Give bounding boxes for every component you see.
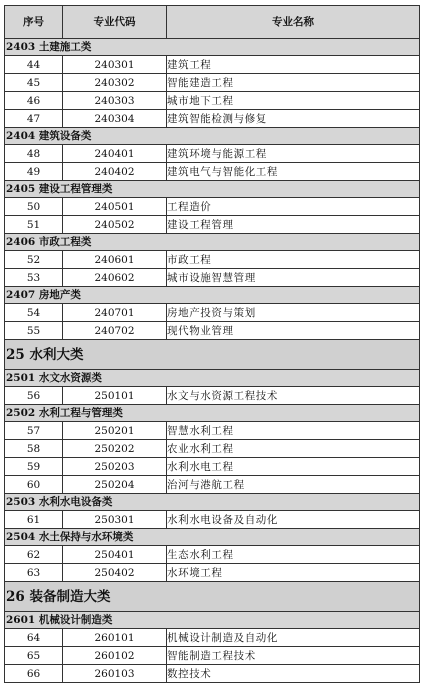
seq-cell: 56 bbox=[5, 387, 63, 405]
seq-cell: 54 bbox=[5, 304, 63, 322]
seq-cell: 45 bbox=[5, 74, 63, 92]
category-label: 2403 土建施工类 bbox=[5, 39, 420, 56]
code-cell: 260103 bbox=[63, 665, 167, 683]
seq-cell: 51 bbox=[5, 216, 63, 234]
code-cell: 240302 bbox=[63, 74, 167, 92]
name-cell: 治河与港航工程 bbox=[167, 476, 420, 494]
name-cell: 房地产投资与策划 bbox=[167, 304, 420, 322]
code-cell: 240402 bbox=[63, 163, 167, 181]
code-cell: 240401 bbox=[63, 145, 167, 163]
header-name: 专业名称 bbox=[167, 6, 420, 39]
major-class-label: 26 装备制造大类 bbox=[5, 582, 420, 612]
name-cell: 建设工程管理 bbox=[167, 216, 420, 234]
table-row bbox=[5, 511, 420, 529]
header-code: 专业代码 bbox=[63, 6, 167, 39]
name-cell: 智能建造工程 bbox=[167, 74, 420, 92]
code-cell: 250202 bbox=[63, 440, 167, 458]
name-cell: 现代物业管理 bbox=[167, 322, 420, 340]
category-row bbox=[5, 287, 420, 304]
table-row bbox=[5, 304, 420, 322]
seq-cell: 62 bbox=[5, 546, 63, 564]
code-cell: 240502 bbox=[63, 216, 167, 234]
name-cell: 建筑环境与能源工程 bbox=[167, 145, 420, 163]
table-row bbox=[5, 56, 420, 74]
category-row bbox=[5, 370, 420, 387]
category-label: 2405 建设工程管理类 bbox=[5, 181, 420, 198]
table-row bbox=[5, 92, 420, 110]
header-seq: 序号 bbox=[5, 6, 63, 39]
table-row bbox=[5, 629, 420, 647]
category-row bbox=[5, 529, 420, 546]
name-cell: 建筑电气与智能化工程 bbox=[167, 163, 420, 181]
table-row bbox=[5, 145, 420, 163]
table-row bbox=[5, 322, 420, 340]
code-cell: 240303 bbox=[63, 92, 167, 110]
table-row bbox=[5, 198, 420, 216]
table-row bbox=[5, 564, 420, 582]
category-label: 2502 水利工程与管理类 bbox=[5, 405, 420, 422]
name-cell: 工程造价 bbox=[167, 198, 420, 216]
seq-cell: 59 bbox=[5, 458, 63, 476]
name-cell: 生态水利工程 bbox=[167, 546, 420, 564]
code-cell: 240701 bbox=[63, 304, 167, 322]
table-row bbox=[5, 251, 420, 269]
category-label: 2501 水文水资源类 bbox=[5, 370, 420, 387]
category-row bbox=[5, 39, 420, 56]
code-cell: 240501 bbox=[63, 198, 167, 216]
seq-cell: 49 bbox=[5, 163, 63, 181]
category-label: 2504 水土保持与水环境类 bbox=[5, 529, 420, 546]
code-cell: 250402 bbox=[63, 564, 167, 582]
name-cell: 城市地下工程 bbox=[167, 92, 420, 110]
category-row bbox=[5, 494, 420, 511]
code-cell: 260101 bbox=[63, 629, 167, 647]
category-row bbox=[5, 405, 420, 422]
header-row bbox=[5, 6, 420, 39]
name-cell: 农业水利工程 bbox=[167, 440, 420, 458]
seq-cell: 57 bbox=[5, 422, 63, 440]
category-label: 2503 水利水电设备类 bbox=[5, 494, 420, 511]
name-cell: 智能制造工程技术 bbox=[167, 647, 420, 665]
table-row bbox=[5, 74, 420, 92]
table-row bbox=[5, 665, 420, 683]
name-cell: 城市设施智慧管理 bbox=[167, 269, 420, 287]
code-cell: 250401 bbox=[63, 546, 167, 564]
category-label: 2407 房地产类 bbox=[5, 287, 420, 304]
seq-cell: 47 bbox=[5, 110, 63, 128]
major-class-row bbox=[5, 340, 420, 370]
table-row bbox=[5, 440, 420, 458]
name-cell: 水文与水资源工程技术 bbox=[167, 387, 420, 405]
seq-cell: 55 bbox=[5, 322, 63, 340]
table-row bbox=[5, 546, 420, 564]
category-label: 2404 建筑设备类 bbox=[5, 128, 420, 145]
code-cell: 260102 bbox=[63, 647, 167, 665]
table-row bbox=[5, 458, 420, 476]
seq-cell: 52 bbox=[5, 251, 63, 269]
seq-cell: 50 bbox=[5, 198, 63, 216]
name-cell: 水环境工程 bbox=[167, 564, 420, 582]
seq-cell: 63 bbox=[5, 564, 63, 582]
code-cell: 240702 bbox=[63, 322, 167, 340]
name-cell: 市政工程 bbox=[167, 251, 420, 269]
table-body bbox=[5, 39, 420, 683]
name-cell: 水利水电工程 bbox=[167, 458, 420, 476]
category-label: 2406 市政工程类 bbox=[5, 234, 420, 251]
seq-cell: 60 bbox=[5, 476, 63, 494]
code-cell: 240602 bbox=[63, 269, 167, 287]
table-row bbox=[5, 216, 420, 234]
category-row bbox=[5, 181, 420, 198]
category-label: 2601 机械设计制造类 bbox=[5, 612, 420, 629]
name-cell: 数控技术 bbox=[167, 665, 420, 683]
code-cell: 250201 bbox=[63, 422, 167, 440]
table-row bbox=[5, 269, 420, 287]
seq-cell: 61 bbox=[5, 511, 63, 529]
code-cell: 250203 bbox=[63, 458, 167, 476]
category-row bbox=[5, 234, 420, 251]
seq-cell: 44 bbox=[5, 56, 63, 74]
table-row bbox=[5, 476, 420, 494]
seq-cell: 66 bbox=[5, 665, 63, 683]
code-cell: 240601 bbox=[63, 251, 167, 269]
table-row bbox=[5, 647, 420, 665]
name-cell: 建筑工程 bbox=[167, 56, 420, 74]
seq-cell: 65 bbox=[5, 647, 63, 665]
table-row bbox=[5, 110, 420, 128]
table-row bbox=[5, 422, 420, 440]
major-class-row bbox=[5, 582, 420, 612]
category-row bbox=[5, 128, 420, 145]
table-row bbox=[5, 387, 420, 405]
seq-cell: 48 bbox=[5, 145, 63, 163]
code-cell: 250301 bbox=[63, 511, 167, 529]
seq-cell: 58 bbox=[5, 440, 63, 458]
code-cell: 250204 bbox=[63, 476, 167, 494]
seq-cell: 53 bbox=[5, 269, 63, 287]
name-cell: 建筑智能检测与修复 bbox=[167, 110, 420, 128]
table-row bbox=[5, 163, 420, 181]
name-cell: 智慧水利工程 bbox=[167, 422, 420, 440]
program-catalog-table bbox=[4, 5, 420, 683]
code-cell: 240301 bbox=[63, 56, 167, 74]
name-cell: 机械设计制造及自动化 bbox=[167, 629, 420, 647]
major-class-label: 25 水利大类 bbox=[5, 340, 420, 370]
seq-cell: 64 bbox=[5, 629, 63, 647]
category-row bbox=[5, 612, 420, 629]
code-cell: 250101 bbox=[63, 387, 167, 405]
seq-cell: 46 bbox=[5, 92, 63, 110]
name-cell: 水利水电设备及自动化 bbox=[167, 511, 420, 529]
code-cell: 240304 bbox=[63, 110, 167, 128]
